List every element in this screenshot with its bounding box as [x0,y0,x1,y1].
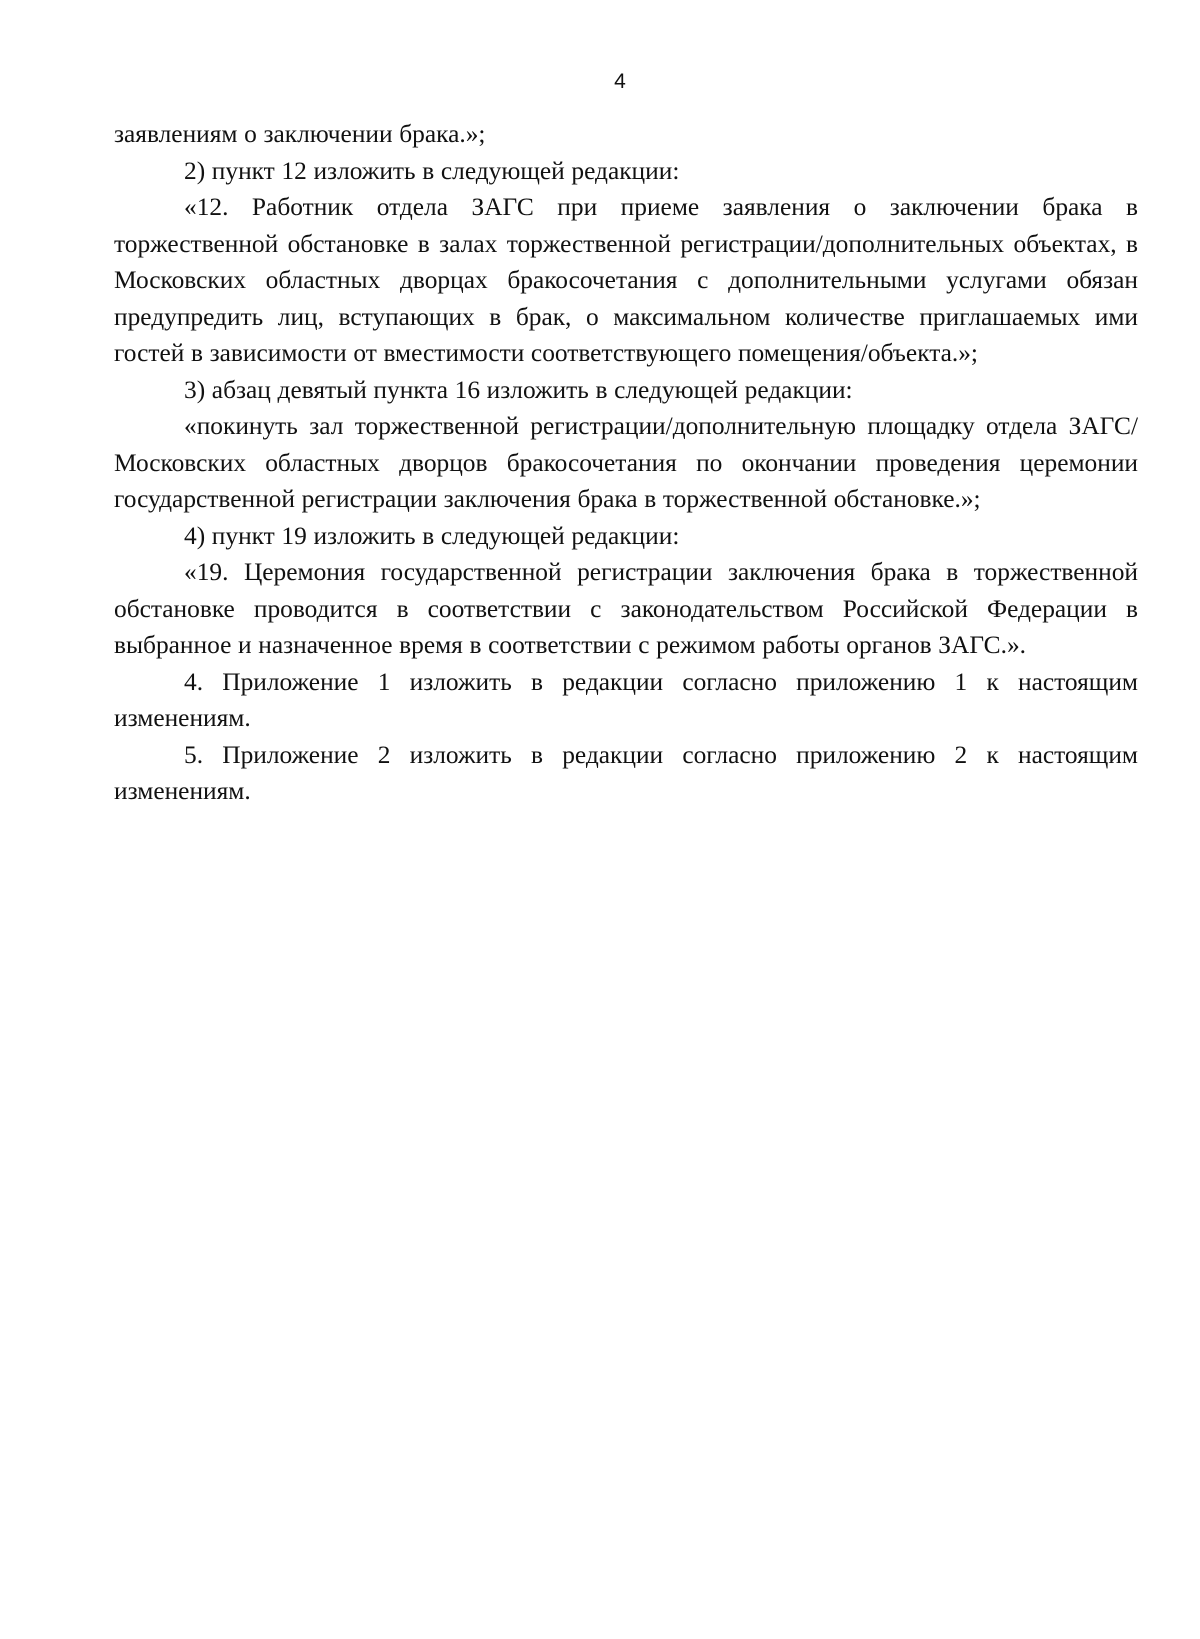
document-body [114,116,1138,810]
paragraph-continuation: заявлениям о заключении брака.»; [114,120,486,148]
paragraph-item-12-text: «12. Работник отдела ЗАГС при приеме заявления о заключении брака в торжественной обстановке в залах торжественной регистрации/дополнительных объектах, в Московских областных дворцах бракосочетания с дополнительными услугами обязан предупредить лиц, вступающих в брак, о максимальном количестве приглашаемых ими гостей в зависимости от вместимости соответствующего помещения/объекта.»; [114,193,1138,367]
paragraph-item-19-text: «19. Церемония государственной регистрации заключения брака в торжественной обстановке проводится в соответствии с законодательством Российской Федерации в выбранное и назначенное время в соответствии с режимом работы органов ЗАГС.». [114,558,1138,659]
paragraph-item-16-text: «покинуть зал торжественной регистрации/дополнительную площадку отдела ЗАГС/Московских областных дворцов бракосочетания по окончании проведения церемонии государственной регистрации заключения брака в торжественной обстановке.»; [114,412,1138,513]
page-number: 4 [614,70,626,93]
paragraph-item-4: 4) пункт 19 изложить в следующей редакции: [184,521,680,550]
paragraph-appendix-2: 5. Приложение 2 изложить в редакции согласно приложению 2 к настоящим изменениям. [114,740,1138,805]
paragraph-item-2: 2) пункт 12 изложить в следующей редакции: [184,156,680,185]
paragraph-item-3: 3) абзац девятый пункта 16 изложить в следующей редакции: [184,375,853,404]
paragraph-appendix-1: 4. Приложение 1 изложить в редакции согласно приложению 1 к настоящим изменениям. [114,667,1138,732]
